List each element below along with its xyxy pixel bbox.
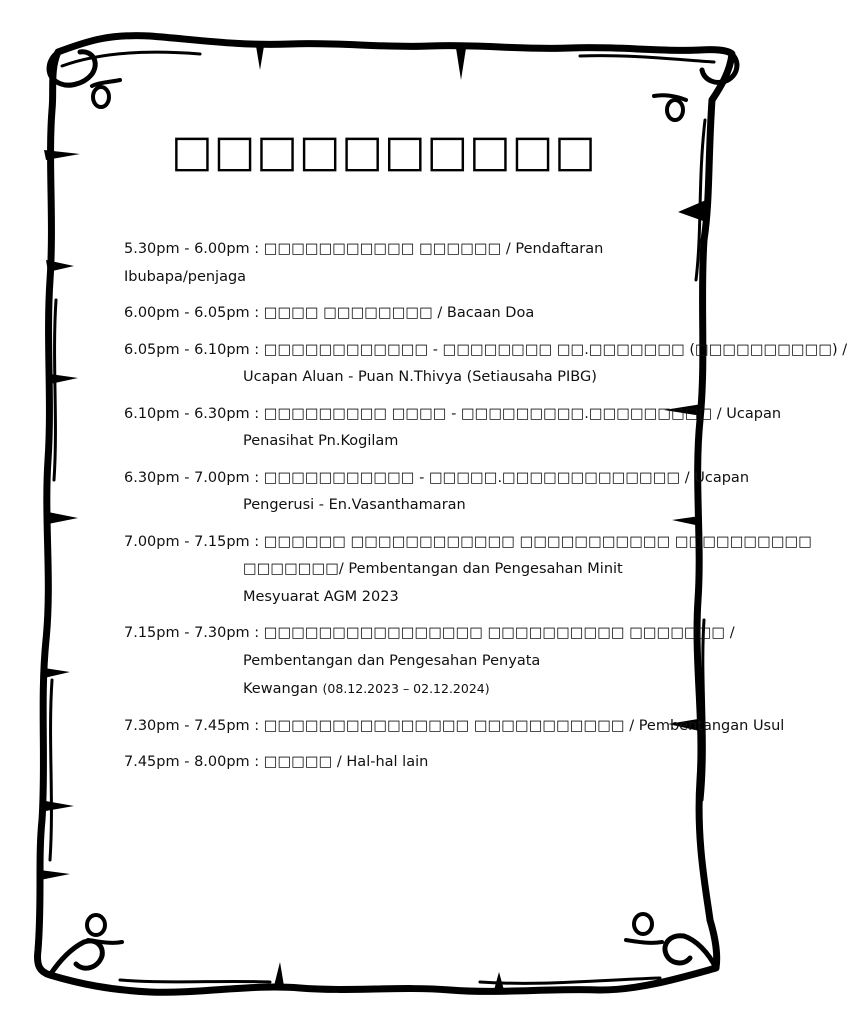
agenda-time: 7.15pm - 7.30pm [124,625,250,641]
agenda-continuation-line [124,264,644,292]
agenda-description: Mesyuarat AGM 2023 [243,588,399,605]
agenda-description: □□□□□□□□□□□□□□□ □□□□□□□□□□□ / Pembentangan Usul [263,717,785,734]
agenda-description: □□□□□□□□□□□□ - □□□□□□□□ □□.□□□□□□□ (□□□□□□□□□□) / [263,341,847,358]
agenda-date-range: (08.12.2023 – 02.12.2024) [322,681,490,696]
agenda-description: Ucapan Aluan - Puan N.Thivya (Setiausaha PIBG) [243,369,597,385]
agenda-description: Penasihat Pn.Kogilam [243,433,399,449]
agenda-description: Ibubapa/penjaga [124,268,247,285]
agenda-continuation-line [124,584,644,612]
agenda-continuation-line [124,492,644,520]
agenda-item [124,401,782,456]
agenda-description: □□□□□□□□□□□ - □□□□□.□□□□□□□□□□□□□ / Ucapan [263,469,750,486]
agenda-item [124,713,785,741]
agenda-first-line: 6.30pm - 7.00pm : □□□□□□□□□□□ - □□□□□.□□□□□□□□□□□□□ / Ucapan [124,469,750,486]
agenda-description: □□□□□□□□□□□□□□□□ □□□□□□□□□□ □□□□□□□ / [263,625,735,641]
agenda-continuation-line [124,648,644,676]
agenda-continuation-line [124,675,644,704]
agenda-first-line: 7.00pm - 7.15pm : □□□□□□ □□□□□□□□□□□□ □□□□□□□□□□□ □□□□□□□□□□ [124,533,812,550]
agenda-first-line: 7.15pm - 7.30pm : □□□□□□□□□□□□□□□□ □□□□□□□□□□ □□□□□□□ / [124,625,735,641]
agenda-item [124,465,750,520]
agenda-description: □□□□□□□/ Pembentangan dan Pengesahan Minit [243,561,623,577]
agenda-first-line: 6.05pm - 6.10pm : □□□□□□□□□□□□ - □□□□□□□□ □□.□□□□□□□ (□□□□□□□□□□) / [124,341,847,358]
agenda-first-line: 7.45pm - 8.00pm : □□□□□ / Hal-hal lain [124,754,429,770]
agenda-item [124,620,735,704]
agenda-continuation-line [124,364,644,392]
agenda-list [124,236,847,786]
agenda-item [124,529,812,612]
page-title: □□□□□□□□□□ [171,126,597,177]
agenda-time: 7.45pm - 8.00pm [124,754,250,770]
agenda-time: 7.30pm - 7.45pm [124,717,250,734]
agenda-first-line: 6.10pm - 6.30pm : □□□□□□□□□ □□□□ - □□□□□□□□□.□□□□□□□□□ / Ucapan [124,405,782,422]
agenda-description: □□□□□ / Hal-hal lain [263,754,429,770]
agenda-description: □□□□□□□□□ □□□□ - □□□□□□□□□.□□□□□□□□□ / Ucapan [263,405,782,422]
agenda-description: □□□□ □□□□□□□□ / Bacaan Doa [263,305,535,321]
agenda-time: 6.00pm - 6.05pm [124,305,250,321]
agenda-time: 7.00pm - 7.15pm [124,533,250,550]
agenda-time: 6.10pm - 6.30pm [124,405,250,422]
agenda-first-line: 6.00pm - 6.05pm : □□□□ □□□□□□□□ / Bacaan Doa [124,305,535,321]
agenda-continuation-line [124,428,644,456]
agenda-description: □□□□□□ □□□□□□□□□□□□ □□□□□□□□□□□ □□□□□□□□□□ [263,533,812,550]
agenda-first-line: 5.30pm - 6.00pm : □□□□□□□□□□□ □□□□□□ / Pendaftaran [124,241,604,257]
agenda-continuation-line [124,556,644,584]
agenda-description: Pengerusi - En.Vasanthamaran [243,497,466,513]
agenda-time: 6.30pm - 7.00pm [124,469,250,486]
agenda-item [124,337,847,392]
agenda-description: □□□□□□□□□□□ □□□□□□ / Pendaftaran [263,241,604,257]
agenda-time: 6.05pm - 6.10pm [124,341,250,358]
agenda-item [124,749,644,777]
agenda-time: 5.30pm - 6.00pm [124,241,250,257]
agenda-description: Kewangan [243,681,323,697]
agenda-item [124,236,644,291]
agenda-description: Pembentangan dan Pengesahan Penyata [243,652,541,669]
agenda-item [124,300,644,328]
agenda-first-line: 7.30pm - 7.45pm : □□□□□□□□□□□□□□□ □□□□□□□□□□□ / Pembentangan Usul [124,717,785,734]
